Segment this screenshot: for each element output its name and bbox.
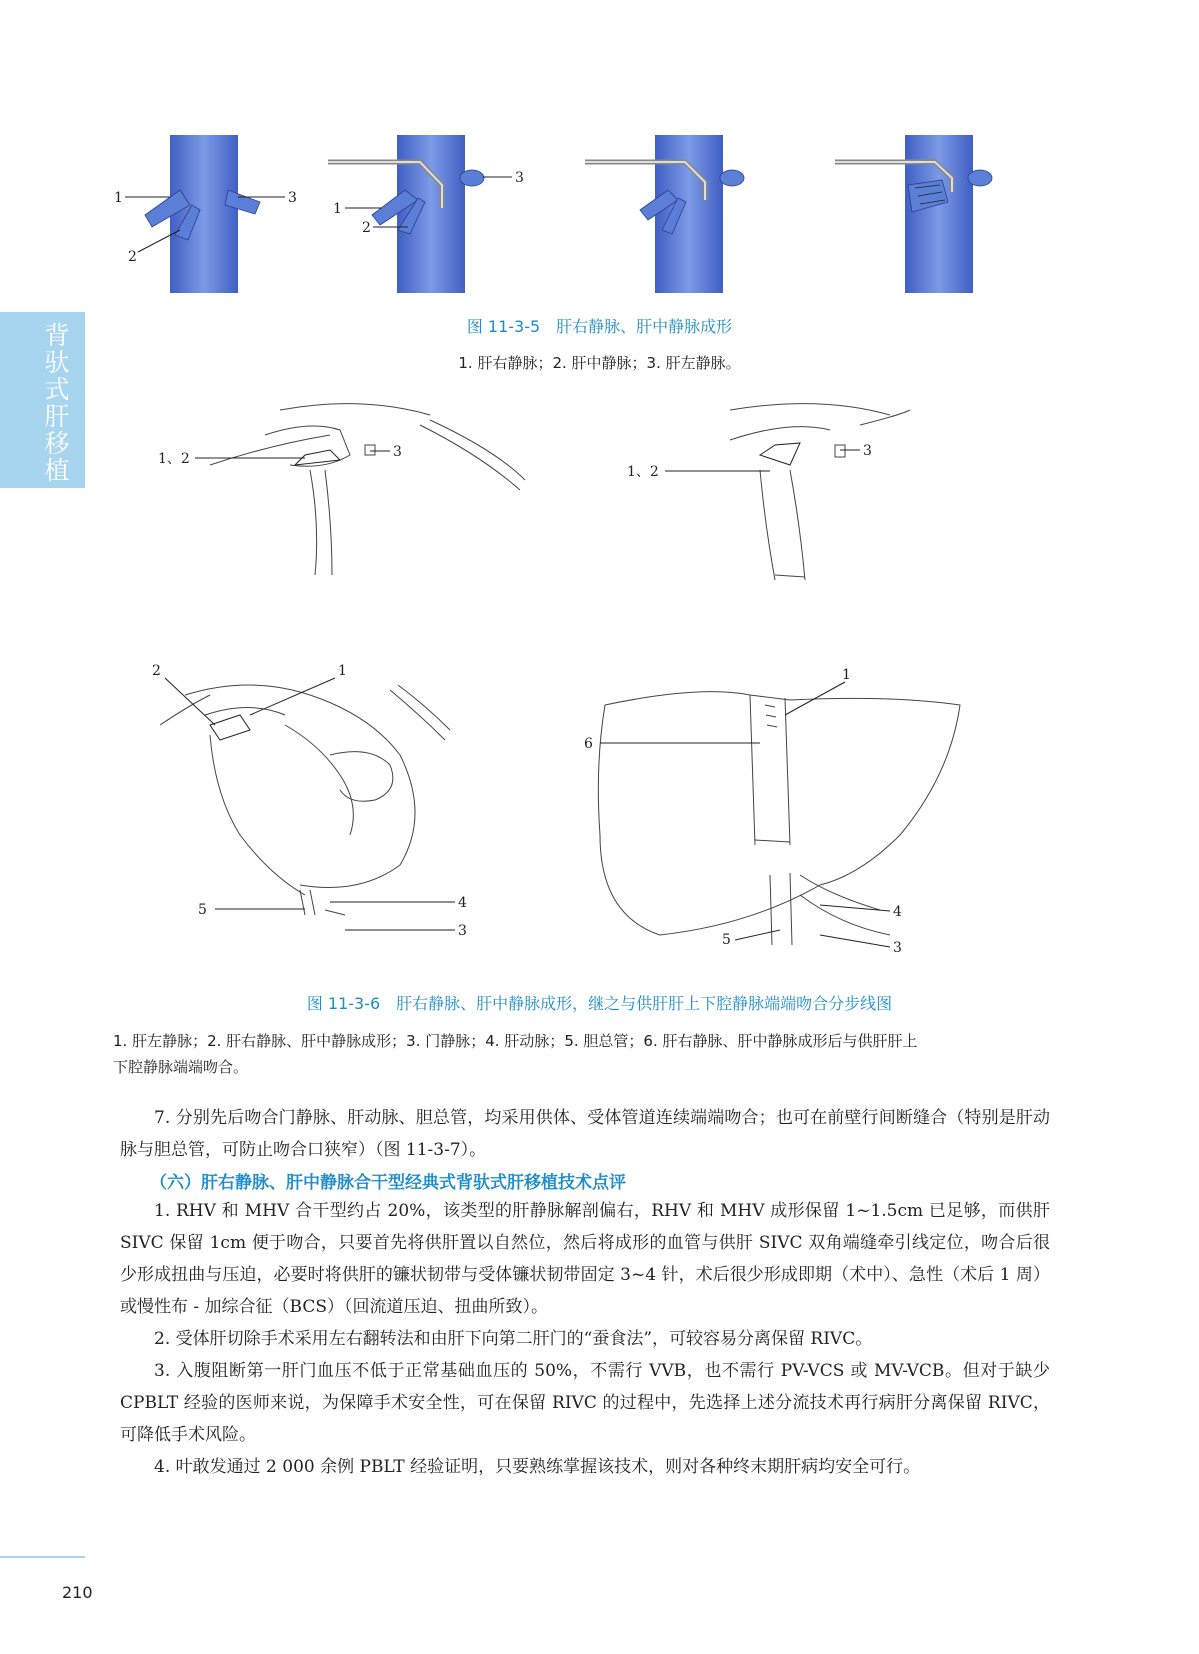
fig5-p1-label-1: 1: [114, 190, 123, 206]
fig6-c-label-4: 4: [458, 895, 467, 911]
fig5-p2-label-2: 2: [362, 220, 371, 236]
page-number: 210: [62, 1583, 93, 1602]
figure-11-3-5-illustration: [100, 130, 1050, 300]
fig6-c-label-3: 3: [458, 923, 467, 939]
paragraph-review-1: 1. RHV 和 MHV 合干型约占 20%，该类型的肝静脉解剖偏右，RHV 和 MHV 成形保留 1~1.5cm 已足够，而供肝 SIVC 保留 1cm 便于吻合，只要首先将供肝置以自然位，然后将成形的血管与供肝 SIVC 双角端缝牵引线定位，吻合后很少形成扭曲与压迫，必要时将供肝的镰状韧带与受体镰状韧带固定 3~4 针，术后很少形成即期（术中）、急性（术后 1 周）或慢性布 - 加综合征（BCS）（回流道压迫、扭曲所致）。: [120, 1201, 1050, 1317]
panel-1-vein: [114, 135, 297, 293]
panel-b-drawing: [730, 404, 910, 580]
panel-2-vein-with-clamp: [328, 135, 524, 293]
fig6-a-label-3: 3: [393, 444, 402, 460]
fig6-b-label-1-2: 1、2: [627, 464, 659, 480]
paragraph-review-3: 3. 入腹阻断第一肝门血压不低于正常基础血压的 50%，不需行 VVB，也不需行 PV-VCS 或 MV-VCB。但对于缺少 CPBLT 经验的医师来说，为保障手术安全性，可在保留 RIVC 的过程中，先选择上述分流技术再行病肝分离保留 RIVC，可降低手术风险。: [120, 1361, 1050, 1445]
chapter-side-tab-text: 背驮式肝移植: [44, 321, 70, 485]
footer-rule: [0, 1556, 85, 1558]
panel-3-vein-with-clamp: [585, 135, 744, 293]
fig5-p1-label-2: 2: [128, 249, 137, 265]
figure-11-3-6-legend-line2: 下腔静脉端端吻合。: [113, 1058, 249, 1076]
fig6-a-label-1-2: 1、2: [158, 451, 190, 467]
panel-c-drawing: [160, 685, 450, 915]
figure-11-3-6-caption: 图 11-3-6 肝右静脉、肝中静脉成形，继之与供肝肝上下腔静脉端端吻合分步线图: [306, 994, 893, 1013]
fig6-d-label-4: 4: [893, 904, 902, 920]
paragraph-7: 7. 分别先后吻合门静脉、肝动脉、胆总管，均采用供体、受体管道连续端端吻合；也可在前壁行间断缝合（特别是肝动脉与胆总管，可防止吻合口狭窄）（图 11-3-7）。: [120, 1108, 1050, 1160]
figure-11-3-5-caption: 图 11-3-5 肝右静脉、肝中静脉成形: [466, 317, 733, 336]
fig5-p2-label-1: 1: [333, 201, 342, 217]
section-heading: （六）肝右静脉、肝中静脉合干型经典式背驮式肝移植技术点评: [150, 1173, 626, 1193]
fig6-c-label-2: 2: [152, 663, 161, 679]
fig6-d-label-6: 6: [584, 736, 593, 752]
fig6-d-label-5: 5: [722, 932, 731, 948]
fig5-p1-label-3: 3: [288, 190, 297, 206]
fig6-c-label-1: 1: [338, 663, 347, 679]
fig6-d-label-3: 3: [893, 940, 902, 955]
fig5-p2-label-3: 3: [515, 170, 524, 186]
figure-11-3-6-illustration: [100, 395, 1000, 955]
panel-d-drawing: [598, 692, 960, 945]
fig6-d-label-1: 1: [842, 667, 851, 683]
paragraph-review-4: 4. 叶敢发通过 2 000 余例 PBLT 经验证明，只要熟练掌握该技术，则对各种终末期肝病均安全可行。: [154, 1457, 921, 1477]
paragraph-review-2: 2. 受体肝切除手术采用左右翻转法和由肝下向第二肝门的“蚕食法”，可较容易分离保留 RIVC。: [154, 1329, 873, 1349]
figure-11-3-6-legend-line1: 1. 肝左静脉；2. 肝右静脉、肝中静脉成形；3. 门静脉；4. 肝动脉；5. 胆总管；6. 肝右静脉、肝中静脉成形后与供肝肝上: [113, 1032, 918, 1050]
fig6-b-label-3: 3: [863, 443, 872, 459]
fig6-c-label-5: 5: [198, 902, 207, 918]
panel-4-vein-formed: [835, 135, 992, 293]
panel-a-drawing: [210, 404, 525, 575]
figure-11-3-5-legend: 1. 肝右静脉；2. 肝中静脉；3. 肝左静脉。: [458, 354, 741, 372]
